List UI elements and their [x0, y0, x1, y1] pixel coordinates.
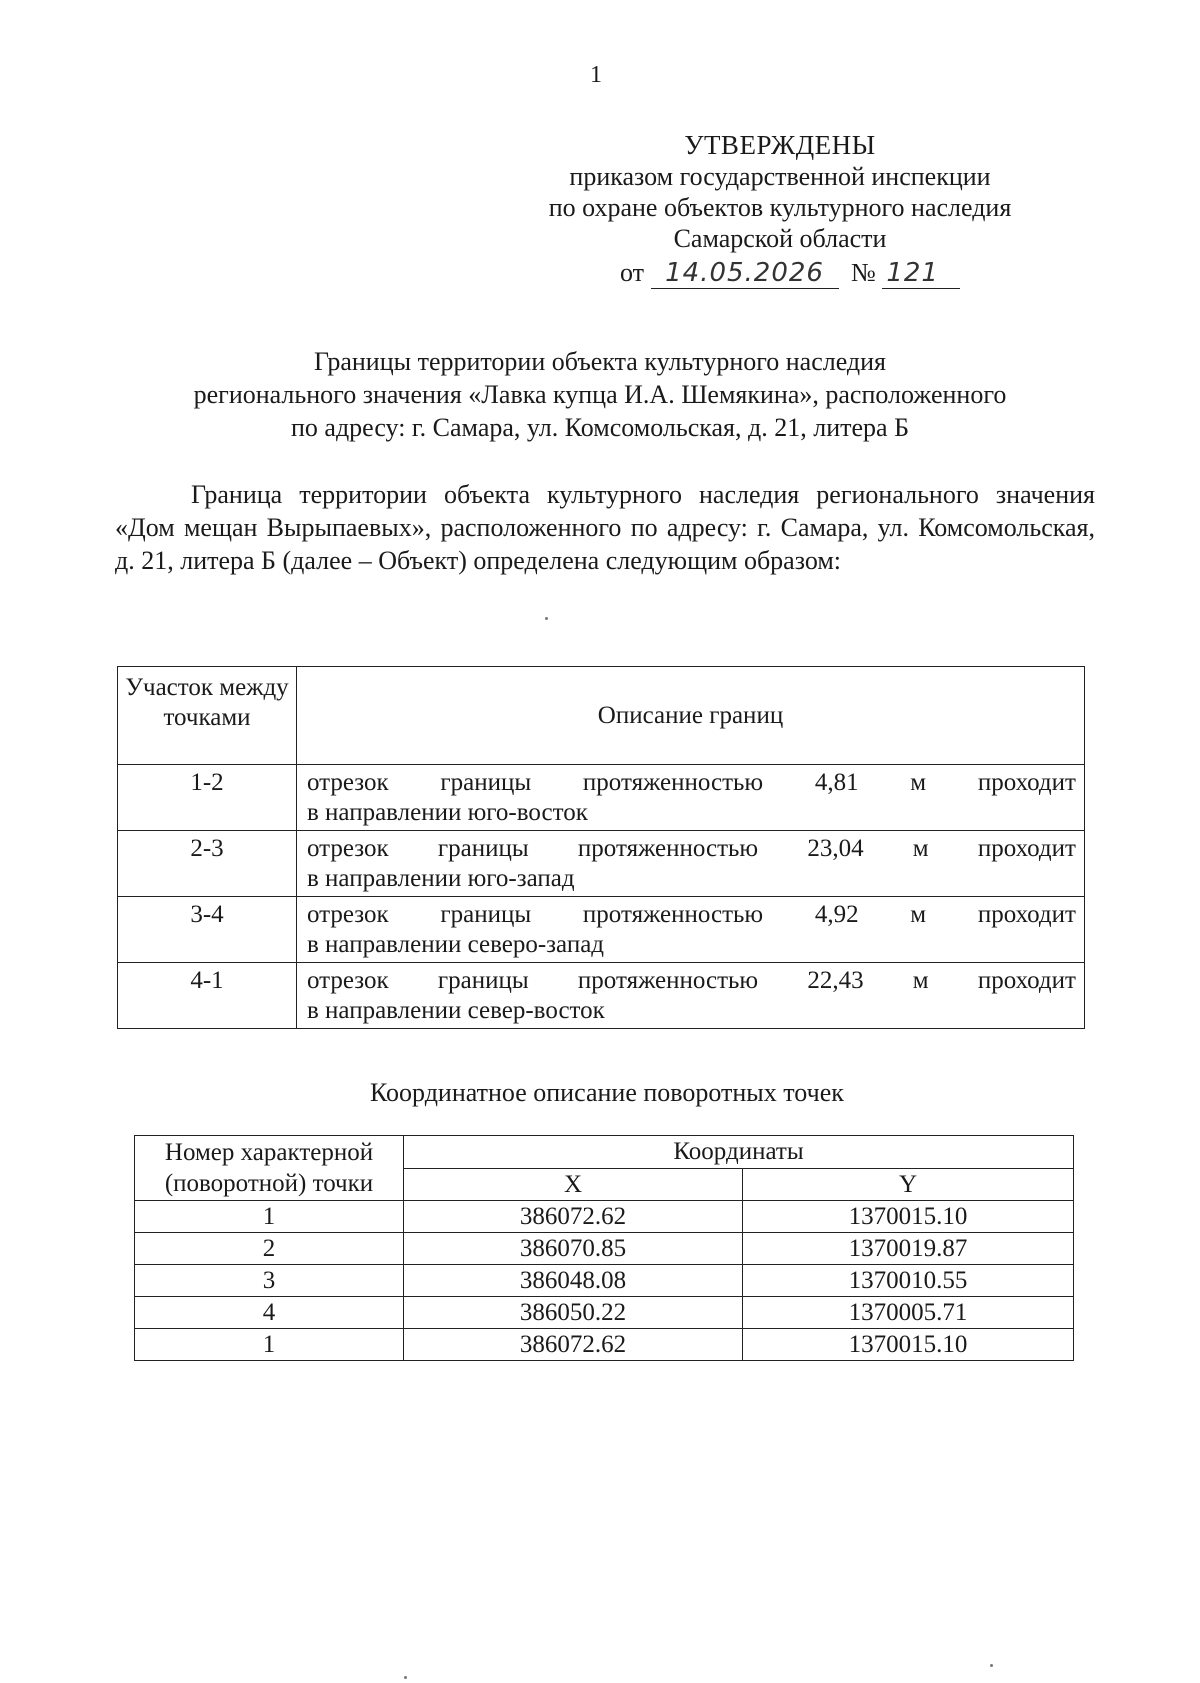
approval-line: приказом государственной инспекции	[569, 162, 991, 191]
coordinate-row	[135, 1265, 1074, 1297]
direction-text: в направлении север-восток	[307, 997, 605, 1024]
point-cell: 1	[135, 1201, 404, 1233]
description-word: 4,92	[814, 901, 859, 928]
description-word: протяженностью	[577, 967, 759, 994]
description-cell	[297, 765, 1085, 831]
y-cell: 1370015.10	[743, 1201, 1074, 1233]
point-cell: 2	[135, 1233, 404, 1265]
point-cell: 1	[135, 1329, 404, 1361]
x-cell: 386072.62	[404, 1329, 743, 1361]
direction-text: в направлении юго-восток	[307, 799, 588, 826]
approval-line: Самарской области	[673, 224, 887, 253]
boundary-row	[118, 831, 1085, 897]
description-line	[307, 768, 1076, 798]
description-word: проходит	[977, 835, 1076, 862]
x-cell: 386050.22	[404, 1297, 743, 1329]
scan-speck	[545, 617, 548, 620]
description-word: м	[912, 967, 929, 994]
description-line	[307, 966, 1076, 996]
description-line	[307, 900, 1076, 930]
description-word: отрезок	[307, 967, 389, 994]
description-word: протяженностью	[582, 901, 764, 928]
description-word: проходит	[977, 967, 1076, 994]
y-cell: 1370010.55	[743, 1265, 1074, 1297]
direction-text: в направлении северо-запад	[307, 931, 605, 958]
point-cell: 3	[135, 1265, 404, 1297]
point-cell: 4	[135, 1297, 404, 1329]
segment-cell: 4-1	[118, 963, 297, 1029]
description-word: протяженностью	[577, 835, 759, 862]
description-word: 22,43	[807, 967, 864, 994]
boundary-row	[118, 897, 1085, 963]
description-cell	[297, 963, 1085, 1029]
intro-paragraph: Граница территории объекта культурного наследия регионального значения «Дом мещан Вырыпаевых», расположенного по адресу: г. Самара, ул. Комсомольская, д. 21, литера Б (далее – Объект) определена следующим образом:	[115, 480, 1095, 575]
approval-line: по охране объектов культурного наследия	[548, 193, 1012, 222]
scan-speck	[990, 1664, 993, 1667]
scan-speck	[404, 1676, 407, 1679]
y-cell: 1370005.71	[743, 1297, 1074, 1329]
coordinate-row	[135, 1297, 1074, 1329]
description-word: 4,81	[814, 769, 859, 796]
coordinates-title: Координатное описание поворотных точек	[370, 1078, 844, 1107]
page-number: 1	[590, 62, 602, 88]
description-word: проходит	[977, 901, 1076, 928]
direction-text: в направлении юго-запад	[307, 865, 575, 892]
description-line	[307, 834, 1076, 864]
description-word: границы	[437, 835, 529, 862]
title-line: регионального значения «Лавка купца И.А. Шемякина», расположенного	[193, 380, 1007, 409]
handwritten-number: 121	[882, 258, 960, 289]
title-line: по адресу: г. Самара, ул. Комсомольская, д. 21, литера Б	[290, 413, 909, 442]
description-word: отрезок	[307, 901, 389, 928]
approval-block	[520, 130, 1040, 254]
header-point: Номер характерной (поворотной) точки	[135, 1136, 404, 1201]
header-segment: Участок между точками	[118, 667, 297, 765]
boundary-table	[117, 666, 1085, 1029]
description-word: отрезок	[307, 835, 389, 862]
coordinate-row	[135, 1329, 1074, 1361]
description-word: м	[910, 901, 927, 928]
description-cell	[297, 831, 1085, 897]
title-line: Границы территории объекта культурного наследия	[313, 347, 887, 376]
description-word: м	[910, 769, 927, 796]
x-cell: 386072.62	[404, 1201, 743, 1233]
coordinate-row	[135, 1233, 1074, 1265]
x-cell: 386048.08	[404, 1265, 743, 1297]
coordinates-table	[134, 1135, 1074, 1361]
header-x: X	[404, 1168, 743, 1201]
description-word: протяженностью	[582, 769, 764, 796]
description-cell	[297, 897, 1085, 963]
date-prefix: от	[620, 258, 645, 287]
boundary-row	[118, 765, 1085, 831]
boundary-row	[118, 963, 1085, 1029]
description-word: границы	[440, 769, 532, 796]
document-title	[150, 345, 1050, 444]
x-cell: 386070.85	[404, 1233, 743, 1265]
y-cell: 1370015.10	[743, 1329, 1074, 1361]
description-word: проходит	[977, 769, 1076, 796]
approval-heading: УТВЕРЖДЕНЫ	[684, 130, 876, 160]
header-y: Y	[743, 1168, 1074, 1201]
description-word: границы	[437, 967, 529, 994]
segment-cell: 2-3	[118, 831, 297, 897]
description-word: отрезок	[307, 769, 389, 796]
number-prefix: №	[851, 258, 876, 287]
y-cell: 1370019.87	[743, 1233, 1074, 1265]
description-word: границы	[440, 901, 532, 928]
segment-cell: 1-2	[118, 765, 297, 831]
coordinate-row	[135, 1201, 1074, 1233]
description-word: 23,04	[807, 835, 864, 862]
description-word: м	[912, 835, 929, 862]
order-date-number	[620, 258, 960, 289]
header-description: Описание границ	[297, 667, 1085, 765]
header-coordinates: Координаты	[404, 1136, 1074, 1169]
handwritten-date: 14.05.2026	[651, 258, 839, 289]
segment-cell: 3-4	[118, 897, 297, 963]
